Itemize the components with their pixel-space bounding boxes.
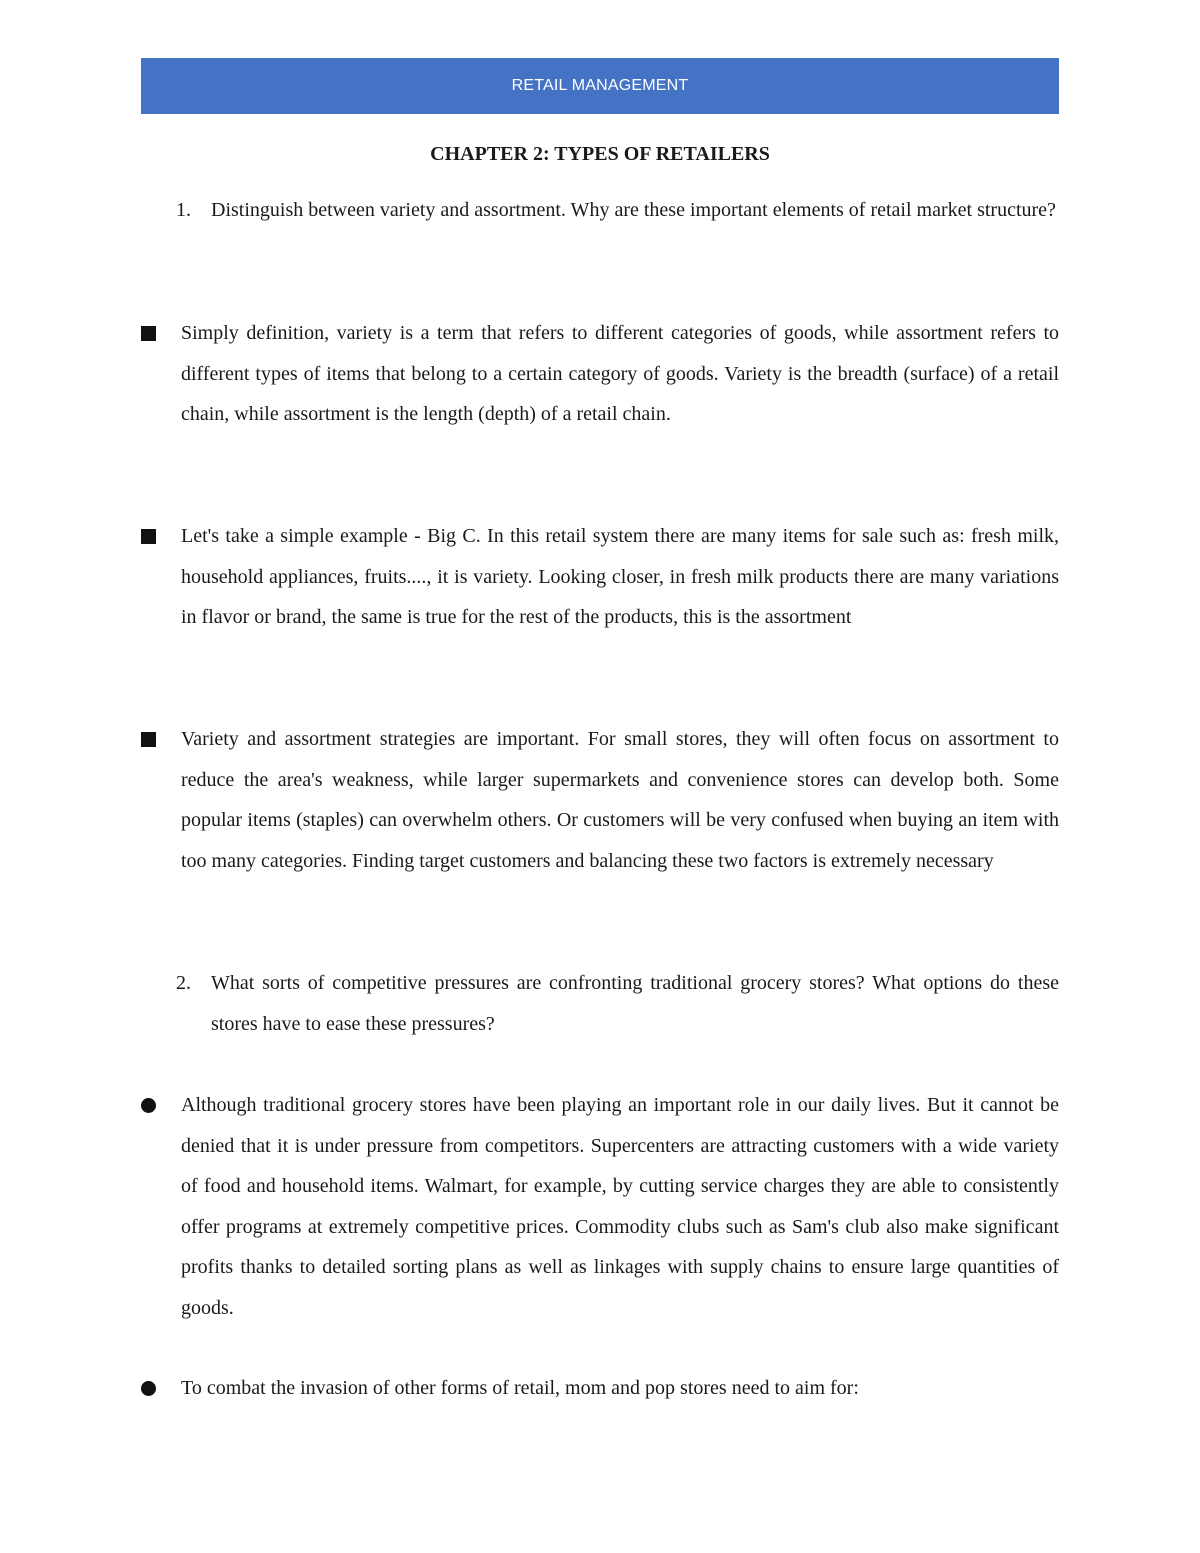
chapter-title: CHAPTER 2: TYPES OF RETAILERS [430, 143, 770, 165]
list-item-text: To combat the invasion of other forms of retail, mom and pop stores need to aim for: [181, 1377, 859, 1399]
question-2 [176, 963, 1059, 1044]
square-bullet-icon [141, 732, 156, 747]
list-item-text: Although traditional grocery stores have been playing an important role in our daily lives. But it cannot be denied that it is under pressure from competitors. Supercenters are attracting customers with a wide variety of food and household items. Walmart, for example, by cutting service charges they are able to consistently offer programs at extremely competitive prices. Commodity clubs such as Sam's club also make significant profits thanks to detailed sorting plans as well as linkages with supply chains to ensure large quantities of goods. [181, 1094, 1059, 1319]
list-item-text: Variety and assortment strategies are important. For small stores, they will often focus on assortment to reduce the area's weakness, while larger supermarkets and convenience stores can develop both. Some popular items (staples) can overwhelm others. Or customers will be very confused when buying an item with too many categories. Finding target customers and balancing these two factors is extremely necessary [181, 728, 1059, 872]
list-item [141, 313, 1059, 435]
list-item [141, 719, 1059, 881]
question-number: 1. [176, 199, 191, 221]
list-item-text: Simply definition, variety is a term that refers to different categories of goods, while assortment refers to different types of items that belong to a certain category of goods. Variety is the breadth (surface) of a retail chain, while assortment is the length (depth) of a retail chain. [181, 322, 1059, 426]
header-title: RETAIL MANAGEMENT [511, 77, 689, 94]
round-bullet-icon [141, 1098, 156, 1113]
list-item-text: Let's take a simple example - Big C. In this retail system there are many items for sale such as: fresh milk, household appliances, fruits...., it is variety. Looking closer, in fresh milk products there are many variations in flavor or brand, the same is true for the rest of the products, this is the assortment [181, 525, 1059, 629]
question-number: 2. [176, 972, 191, 994]
square-bullet-icon [141, 529, 156, 544]
question-text: What sorts of competitive pressures are confronting traditional grocery stores? What options do these stores have to ease these pressures? [211, 972, 1059, 1035]
list-item [141, 516, 1059, 638]
document-header-band [141, 58, 1059, 114]
square-bullet-icon [141, 326, 156, 341]
question-1 [176, 190, 1059, 231]
round-bullet-icon [141, 1381, 156, 1396]
list-item [141, 1368, 1059, 1409]
question-text: Distinguish between variety and assortment. Why are these important elements of retail market structure? [211, 199, 1056, 221]
list-item [141, 1085, 1059, 1329]
